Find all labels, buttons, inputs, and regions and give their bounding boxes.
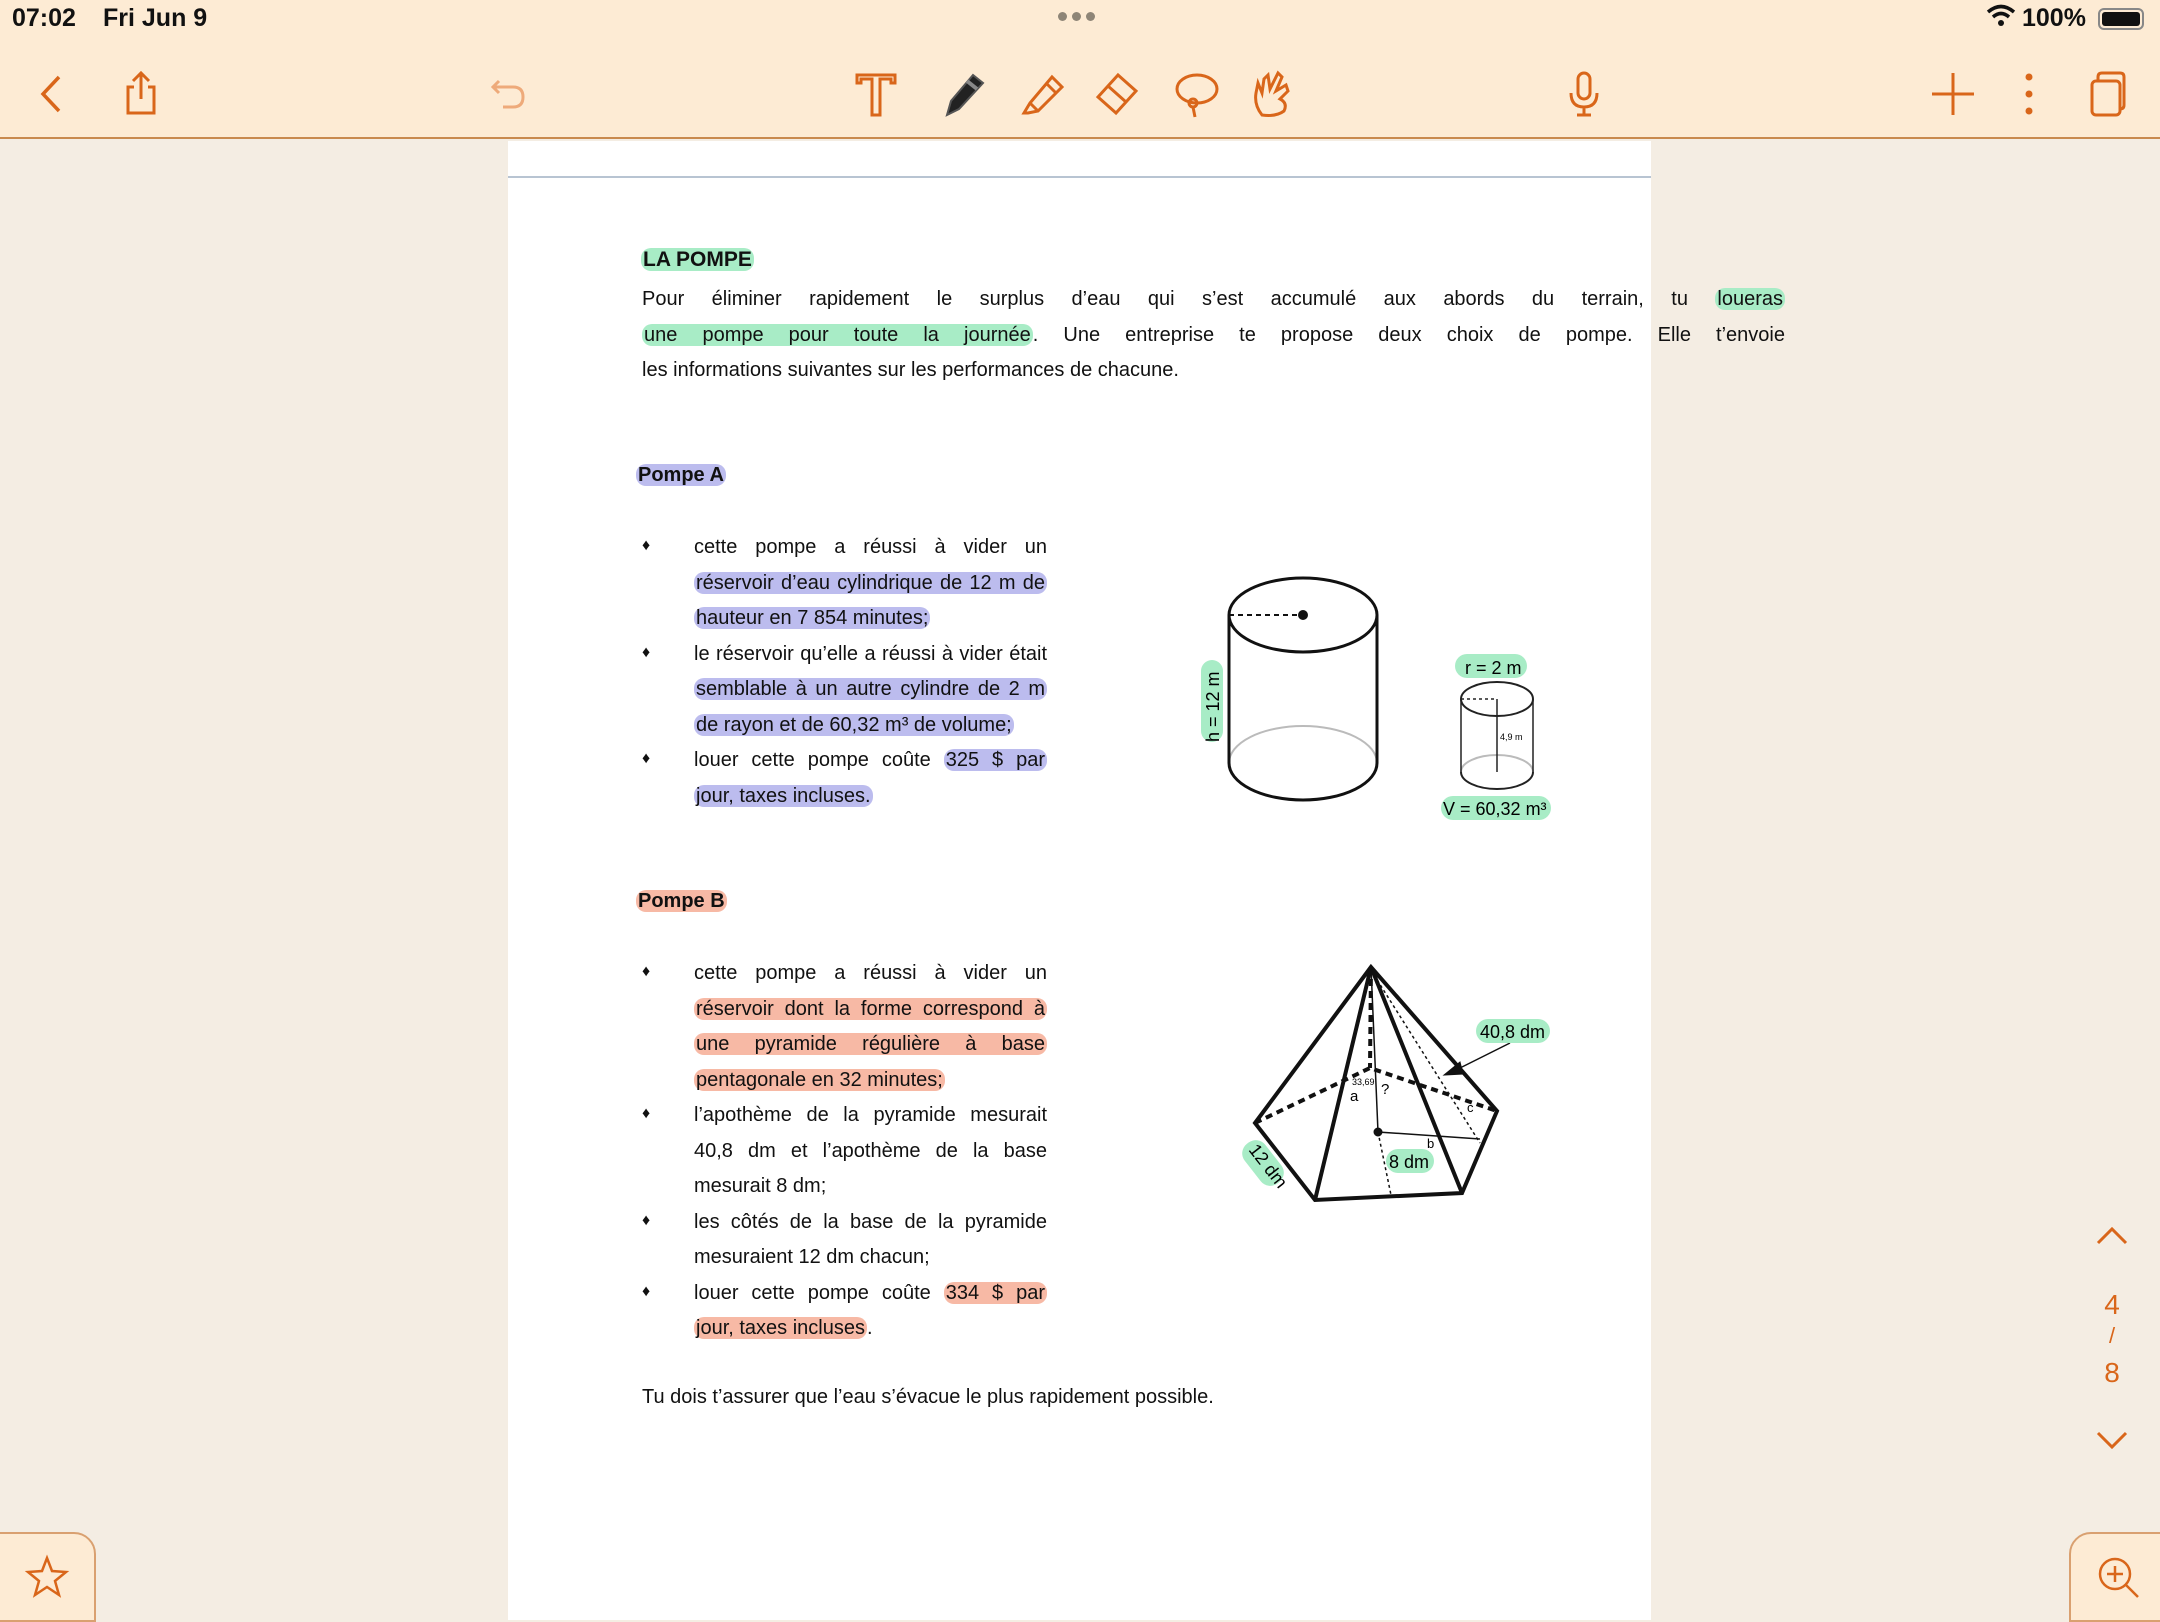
chevron-up-icon (2095, 1223, 2129, 1247)
text-segment: l’apothème de la pyramide mesurait (694, 1104, 1047, 1126)
text-segment: mesuraient 12 dm chacun; (694, 1246, 930, 1268)
cylinder-height-label: h = 12 m (1203, 671, 1223, 742)
text-segment: louer cette pompe coûte (694, 1281, 944, 1304)
highlighted-text: jour, taxes incluses (696, 1317, 865, 1339)
pompe-a-heading: Pompe A (638, 464, 724, 486)
small-height-note: 4,9 m (1500, 732, 1523, 742)
text-segment: 40,8 dm et l’apothème de la base (694, 1139, 1047, 1162)
battery-percent: 100% (2022, 4, 2086, 32)
bullet-marker: ♦ (642, 1105, 651, 1122)
chevron-down-icon (2095, 1429, 2129, 1453)
page-down-button[interactable] (2090, 1428, 2134, 1460)
text-segment: . Une entreprise te propose deux choix de pompe. Elle t’envoie (1032, 323, 1785, 346)
pompe-b-heading: Pompe B (638, 890, 725, 912)
highlighted-text: jour, taxes incluses. (696, 784, 871, 807)
small-volume-label: V = 60,32 m³ (1443, 799, 1547, 819)
highlighted-text: pentagonale en 32 minutes; (696, 1068, 943, 1091)
text-segment: . (866, 1317, 873, 1339)
document-title: LA POMPE (643, 248, 752, 271)
large-cylinder (1229, 578, 1377, 800)
highlighted-text: une pompe pour toute la journée (644, 323, 1031, 346)
note-b: b (1427, 1136, 1435, 1151)
favorite-button[interactable] (0, 1532, 96, 1622)
highlighted-text: de rayon et de 60,32 m³ de volume; (696, 713, 1012, 736)
base-apothem-label: 8 dm (1389, 1152, 1430, 1172)
zoom-button[interactable] (2069, 1532, 2160, 1622)
total-pages: 8 (2104, 1357, 2120, 1388)
bullet-marker: ♦ (642, 643, 651, 661)
note-a: a (1350, 1088, 1359, 1105)
page-up-button[interactable] (2090, 1222, 2134, 1254)
status-date: Fri Jun 9 (103, 4, 208, 32)
highlighted-text: 325 $ par (945, 749, 1045, 771)
bullet-marker: ♦ (642, 1282, 651, 1300)
bullet-marker: ♦ (642, 537, 651, 554)
note-angle: 33,69 (1352, 1077, 1375, 1087)
text-segment: mesurait 8 dm; (694, 1175, 827, 1197)
text-segment: cette pompe a réussi à vider un (694, 962, 1047, 984)
pyramid-apothem-label: 40,8 dm (1480, 1022, 1546, 1042)
conclusion-text: Tu dois t’assurer que l’eau s’évacue le plus rapidement possible. (642, 1386, 1214, 1408)
bullet-marker: ♦ (642, 750, 651, 767)
note-c: c (1467, 1100, 1474, 1115)
zoom-in-icon (2095, 1554, 2141, 1600)
current-page: 4 (2104, 1289, 2120, 1320)
text-segment: louer cette pompe coûte (694, 749, 944, 771)
bullet-marker: ♦ (642, 963, 651, 980)
highlighted-text: 334 $ par (945, 1281, 1045, 1304)
highlighted-text: une pyramide régulière à base (696, 1033, 1045, 1055)
page-separator: / (2108, 1323, 2116, 1348)
highlighted-text: réservoir dont la forme correspond à (696, 997, 1045, 1020)
star-icon (24, 1554, 70, 1600)
text-segment: le réservoir qu’elle a réussi à vider était (694, 642, 1047, 665)
text-segment: cette pompe a réussi à vider un (694, 536, 1047, 558)
status-time: 07:02 (12, 4, 76, 32)
text-segment: Pour éliminer rapidement le surplus d’eau qui s’est accumulé aux abords du terrain, tu (642, 288, 1716, 310)
base-side-label: 12 dm (1244, 1140, 1292, 1192)
highlighted-text: semblable à un autre cylindre de 2 m (696, 678, 1045, 700)
bullet-marker: ♦ (642, 1211, 651, 1229)
text-segment: les côtés de la base de la pyramide (694, 1210, 1047, 1233)
note-question: ? (1381, 1081, 1390, 1098)
highlighted-text: hauteur en 7 854 minutes; (696, 607, 929, 629)
highlighted-text: réservoir d’eau cylindrique de 12 m de (696, 571, 1045, 594)
highlighted-text: loueras (1717, 288, 1783, 310)
small-radius-label: r = 2 m (1465, 658, 1522, 678)
text-segment: les informations suivantes sur les performances de chacune. (642, 359, 1179, 381)
